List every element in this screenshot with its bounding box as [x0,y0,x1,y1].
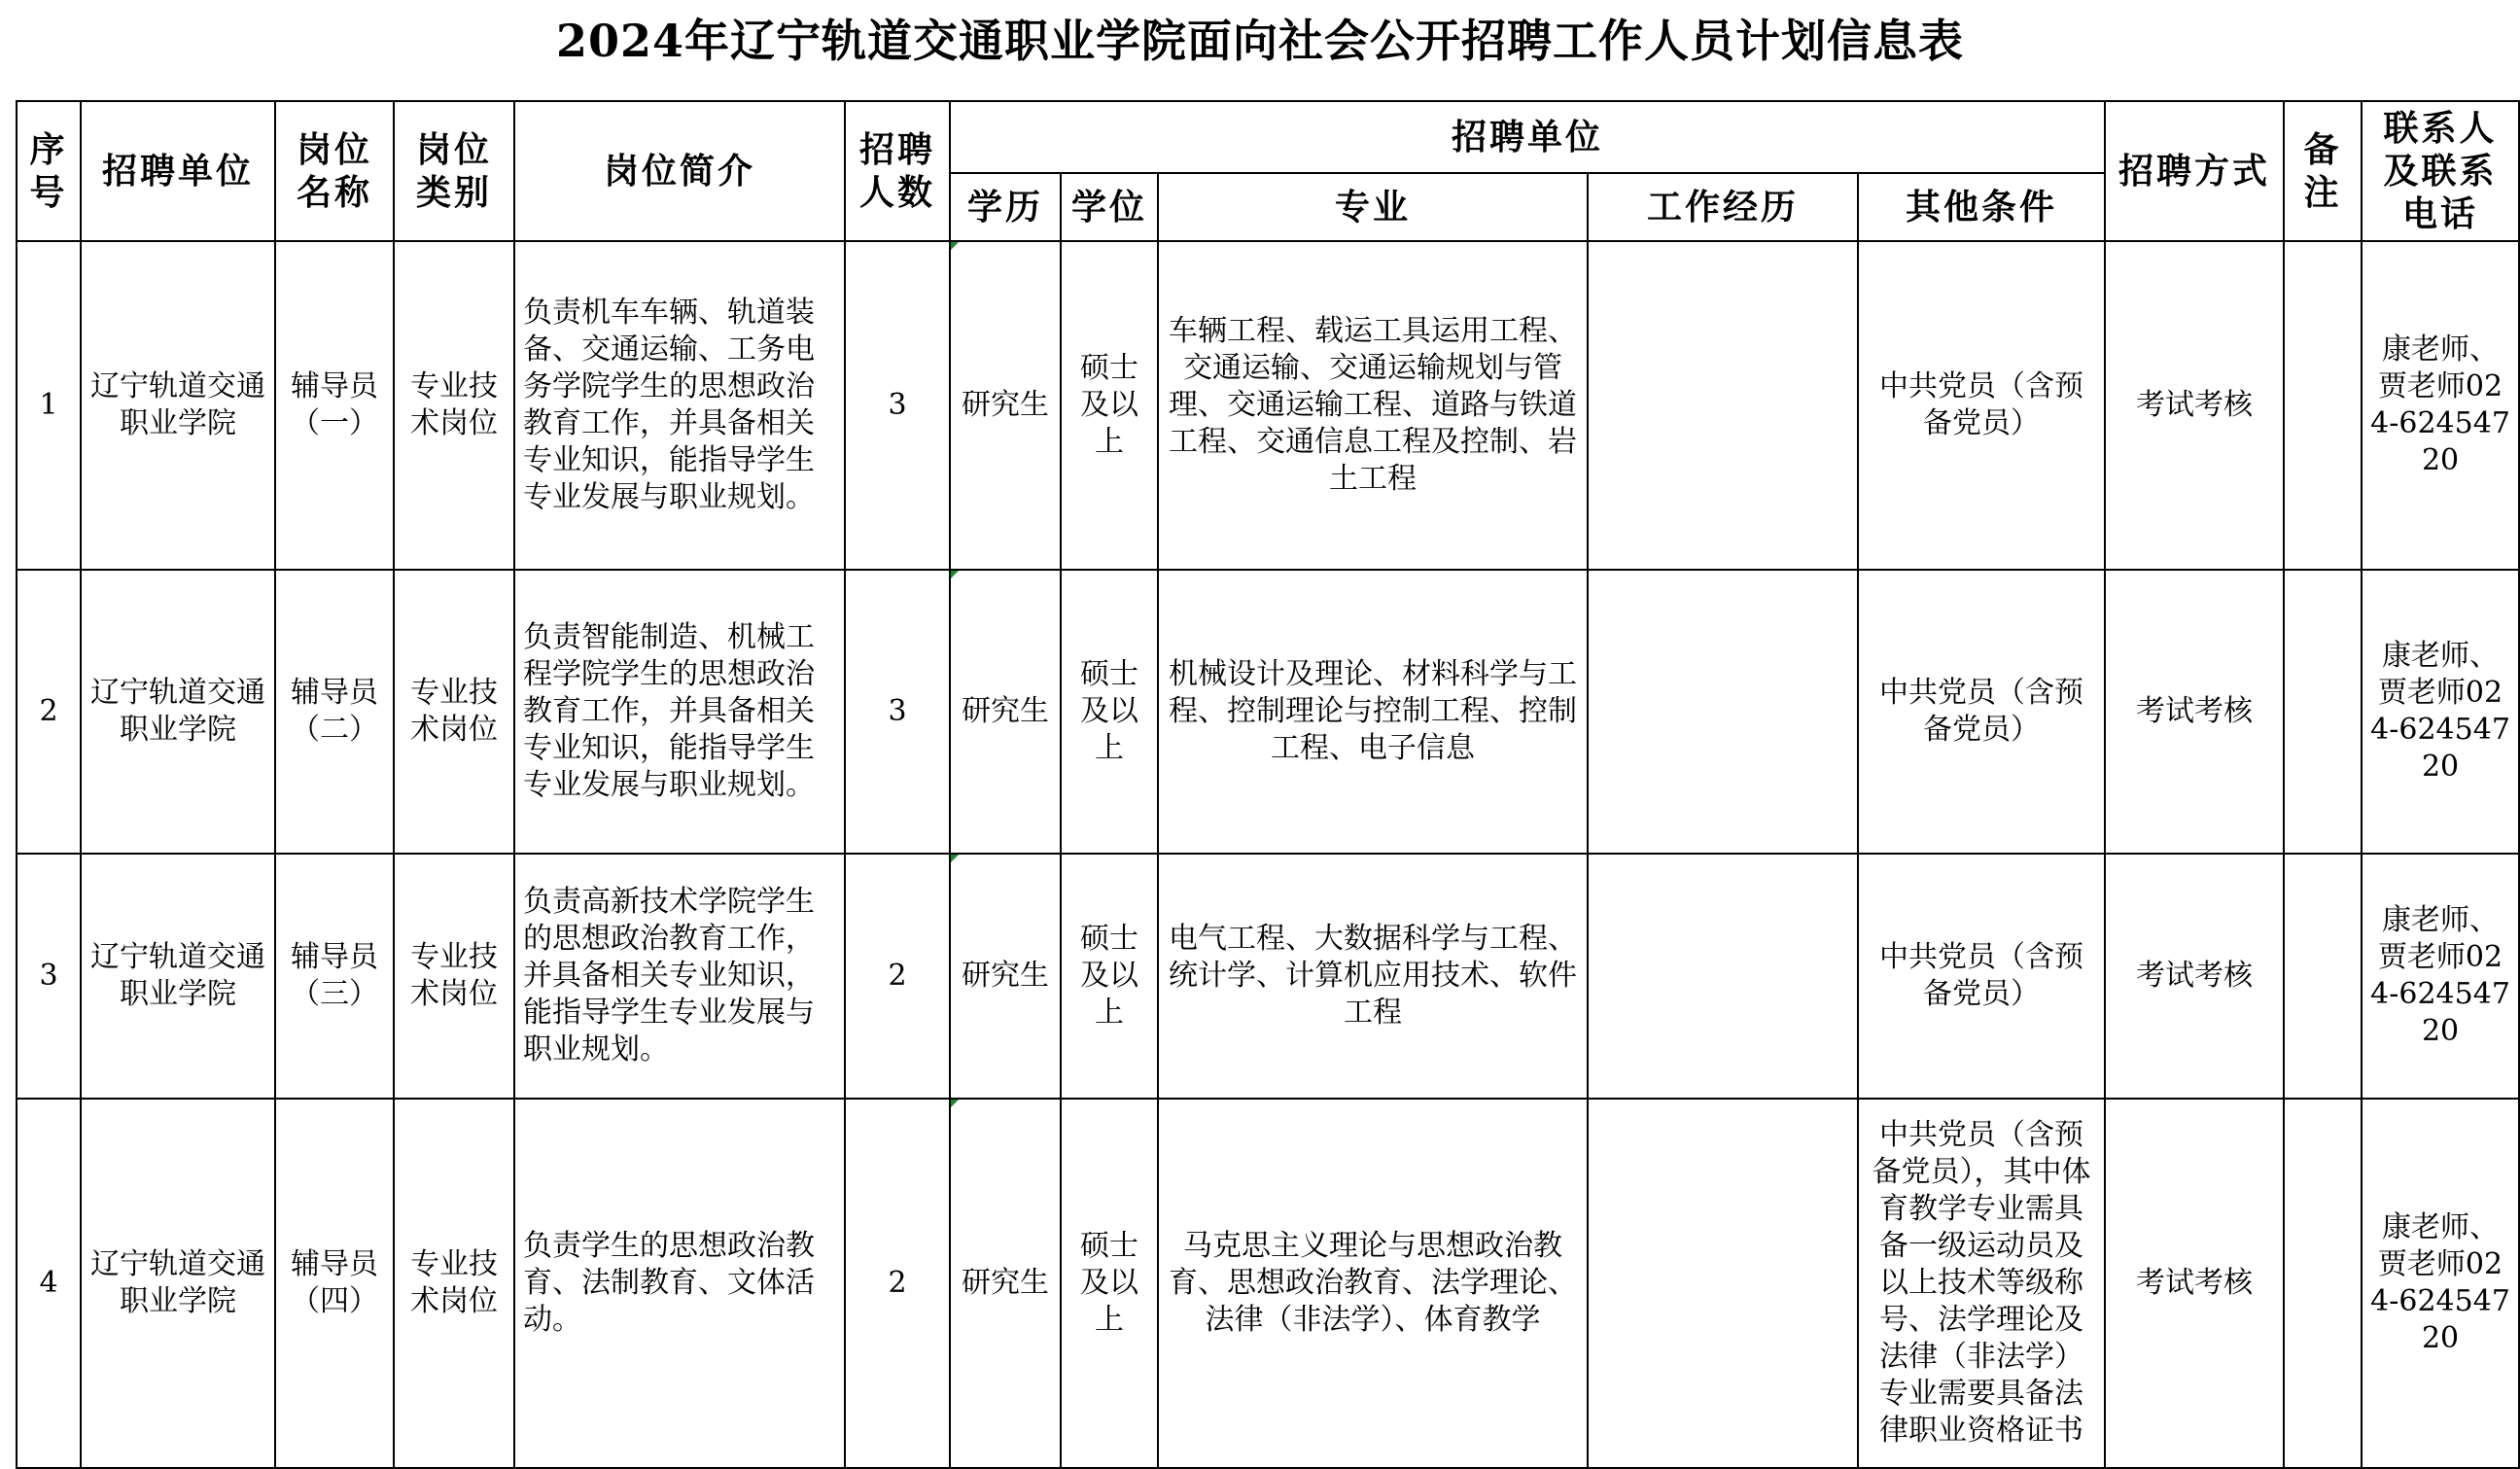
header-method: 招聘方式 [2105,101,2284,241]
cell-remark [2284,570,2362,854]
header-post-name: 岗位名称 [275,101,394,241]
cell-post-desc: 负责智能制造、机械工程学院学生的思想政治教育工作，并具备相关专业知识，能指导学生专业发展与职业规划。 [514,570,845,854]
cell-method: 考试考核 [2105,241,2284,570]
cell-post-desc: 负责高新技术学院学生的思想政治教育工作，并具备相关专业知识，能指导学生专业发展与职业规划。 [514,854,845,1099]
cell-post-type: 专业技术岗位 [394,570,514,854]
cell-remark [2284,1099,2362,1468]
cell-count: 3 [845,570,950,854]
header-group: 招聘单位 [950,101,2105,173]
cell-major: 车辆工程、载运工具运用工程、交通运输、交通运输规划与管理、交通运输工程、道路与铁道工程、交通信息工程及控制、岩土工程 [1158,241,1588,570]
cell-unit: 辽宁轨道交通职业学院 [81,241,275,570]
cell-post-type: 专业技术岗位 [394,241,514,570]
cell-education: 研究生 [950,1099,1061,1468]
cell-post-name: 辅导员（二） [275,570,394,854]
cell-experience [1588,241,1858,570]
cell-degree: 硕士及以上 [1061,570,1158,854]
cell-other: 中共党员（含预备党员） [1858,241,2105,570]
header-other: 其他条件 [1858,173,2105,241]
header-seq: 序号 [17,101,81,241]
cell-seq: 2 [17,570,81,854]
cell-post-type: 专业技术岗位 [394,1099,514,1468]
cell-other: 中共党员（含预备党员） [1858,570,2105,854]
header-unit: 招聘单位 [81,101,275,241]
table-row [17,854,2519,1099]
header-degree: 学位 [1061,173,1158,241]
header-education: 学历 [950,173,1061,241]
cell-post-name: 辅导员（一） [275,241,394,570]
cell-method: 考试考核 [2105,1099,2284,1468]
cell-post-desc: 负责学生的思想政治教育、法制教育、文体活动。 [514,1099,845,1468]
recruitment-table [16,100,2520,1469]
cell-count: 2 [845,1099,950,1468]
cell-post-name: 辅导员（四） [275,1099,394,1468]
header-post-type: 岗位类别 [394,101,514,241]
header-count: 招聘人数 [845,101,950,241]
cell-unit: 辽宁轨道交通职业学院 [81,570,275,854]
cell-experience [1588,1099,1858,1468]
page-title: 2024年辽宁轨道交通职业学院面向社会公开招聘工作人员计划信息表 [555,15,1965,67]
cell-contact: 康老师、贾老师024-62454720 [2362,1099,2519,1468]
cell-contact: 康老师、贾老师024-62454720 [2362,570,2519,854]
cell-degree: 硕士及以上 [1061,1099,1158,1468]
table-row [17,241,2519,570]
cell-contact: 康老师、贾老师024-62454720 [2362,854,2519,1099]
cell-education: 研究生 [950,854,1061,1099]
header-row-1 [17,101,2519,173]
header-experience: 工作经历 [1588,173,1858,241]
cell-major: 马克思主义理论与思想政治教育、思想政治教育、法学理论、法律（非法学）、体育教学 [1158,1099,1588,1468]
cell-unit: 辽宁轨道交通职业学院 [81,1099,275,1468]
cell-other: 中共党员（含预备党员），其中体育教学专业需具备一级运动员及以上技术等级称号、法学理论及法律（非法学）专业需要具备法律职业资格证书 [1858,1099,2105,1468]
cell-major: 机械设计及理论、材料科学与工程、控制理论与控制工程、控制工程、电子信息 [1158,570,1588,854]
cell-contact: 康老师、贾老师024-62454720 [2362,241,2519,570]
cell-other: 中共党员（含预备党员） [1858,854,2105,1099]
cell-degree: 硕士及以上 [1061,854,1158,1099]
cell-remark [2284,854,2362,1099]
cell-experience [1588,854,1858,1099]
cell-seq: 4 [17,1099,81,1468]
cell-post-type: 专业技术岗位 [394,854,514,1099]
cell-method: 考试考核 [2105,570,2284,854]
cell-unit: 辽宁轨道交通职业学院 [81,854,275,1099]
cell-count: 3 [845,241,950,570]
header-post-desc: 岗位简介 [514,101,845,241]
cell-education: 研究生 [950,241,1061,570]
header-remark: 备注 [2284,101,2362,241]
cell-experience [1588,570,1858,854]
cell-post-desc: 负责机车车辆、轨道装备、交通运输、工务电务学院学生的思想政治教育工作，并具备相关专业知识，能指导学生专业发展与职业规划。 [514,241,845,570]
cell-method: 考试考核 [2105,854,2284,1099]
header-major: 专业 [1158,173,1588,241]
cell-degree: 硕士及以上 [1061,241,1158,570]
table-row [17,1099,2519,1468]
cell-seq: 3 [17,854,81,1099]
table-row [17,570,2519,854]
header-contact: 联系人及联系电话 [2362,101,2519,241]
cell-education: 研究生 [950,570,1061,854]
cell-count: 2 [845,854,950,1099]
cell-seq: 1 [17,241,81,570]
cell-major: 电气工程、大数据科学与工程、统计学、计算机应用技术、软件工程 [1158,854,1588,1099]
cell-post-name: 辅导员（三） [275,854,394,1099]
cell-remark [2284,241,2362,570]
